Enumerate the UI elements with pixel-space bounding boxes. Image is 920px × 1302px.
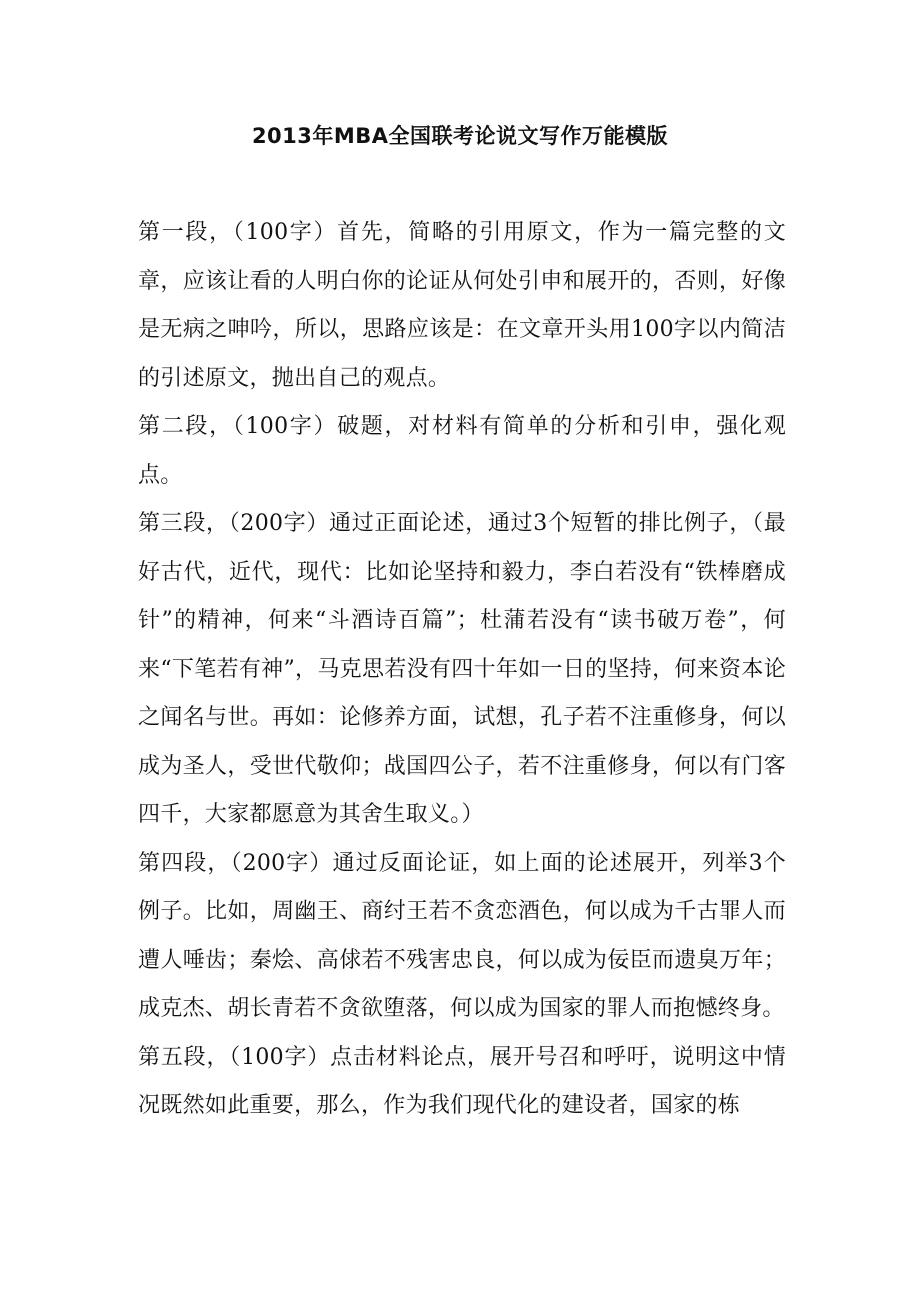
paragraph-4: 第四段，（200字）通过反面论证，如上面的论述展开，列举3个例子。比如，周幽王、商纣王若不贪恋酒色，何以成为千古罪人而遭人唾齿；秦烩、高俅若不残害忠良，何以成为佞臣而遗臭万年；成克杰、胡长青若不贪欲堕落，何以成为国家的罪人而抱憾终身。 xyxy=(138,850,786,1021)
paragraph-1: 第一段，（100字）首先，简略的引用原文，作为一篇完整的文章，应该让看的人明白你的论证从何处引申和展开的，否则，好像是无病之呻吟，所以，思路应该是：在文章开头用100字以内简洁的引述原文，抛出自己的观点。 xyxy=(138,220,786,391)
paragraph-3: 第三段，（200字）通过正面论述，通过3个短暂的排比例子，（最好古代，近代，现代：比如论坚持和毅力，李白若没有“铁棒磨成针”的精神，何来“斗酒诗百篇”；杜蒲若没有“读书破万卷”，何来“下笔若有神”，马克思若没有四十年如一日的坚持，何来资本论之闻名与世。再如：论修养方面，试想，孔子若不注重修身，何以成为圣人，受世代敬仰；战国四公子，若不注重修身，何以有门客四千，大家都愿意为其舍生取义。） xyxy=(138,511,786,827)
document-title: 2013年MBA全国联考论说文写作万能模版 xyxy=(251,124,669,148)
paragraph-5: 第五段，（100字）点击材料论点，展开号召和呼吁，说明这中情况既然如此重要，那么，作为我们现代化的建设者，国家的栋 xyxy=(138,1044,786,1118)
document-body xyxy=(138,209,786,1131)
paragraph-2: 第二段，（100字）破题，对材料有简单的分析和引申，强化观点。 xyxy=(138,414,786,488)
